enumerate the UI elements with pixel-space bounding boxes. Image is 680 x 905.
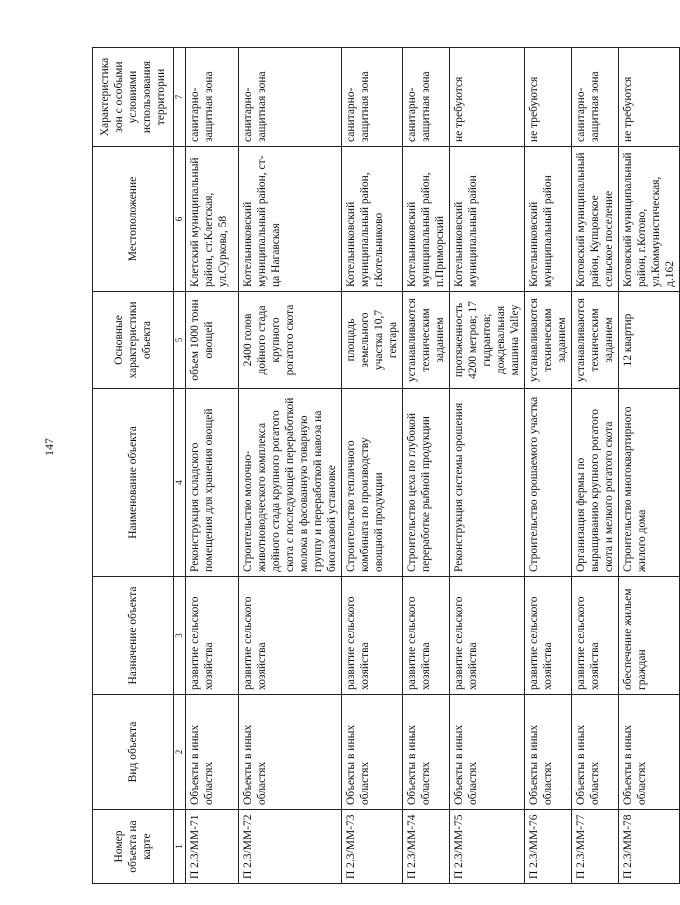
header-cell-number: Номер объекта на карте bbox=[93, 810, 174, 884]
cell-zones: не требуются bbox=[450, 48, 525, 147]
header-cell-characteristics: Основные характеристики объекта bbox=[93, 292, 174, 389]
cell-characteristics: устанавливаются техническим заданием bbox=[403, 292, 450, 389]
cell-name: Строительство молочно-животноводческого комплекса дойного стада крупного рогатого скота с последующей переработкой молока в фасованную товарную группу и переработкой навоза на биогазовой установке bbox=[239, 389, 342, 577]
cell-number: П 2.3/ММ-75 bbox=[450, 810, 525, 884]
cell-number: П 2.3/ММ-77 bbox=[572, 810, 619, 884]
cell-kind: Объекты в иных областях bbox=[619, 695, 680, 810]
cell-name: Строительство тепличного комбината по производству овощной продукции bbox=[342, 389, 403, 577]
table-row bbox=[239, 48, 342, 884]
cell-characteristics: устанавливаются техническим заданием bbox=[572, 292, 619, 389]
cell-name: Реконструкция системы орошения bbox=[450, 389, 525, 577]
column-number: 3 bbox=[174, 577, 186, 695]
cell-kind: Объекты в иных областях bbox=[572, 695, 619, 810]
cell-number: П 2.3/ММ-76 bbox=[525, 810, 572, 884]
cell-kind: Объекты в иных областях bbox=[186, 695, 239, 810]
cell-name: Организация фермы по выращиванию крупного рогатого скота и мелкого рогатого скота bbox=[572, 389, 619, 577]
cell-characteristics: 12 квартир bbox=[619, 292, 680, 389]
cell-kind: Объекты в иных областях bbox=[403, 695, 450, 810]
header-cell-kind: Вид объекта bbox=[93, 695, 174, 810]
cell-location: Клетский муниципальный район, ст.Клетская, ул.Суркова, 58 bbox=[186, 147, 239, 292]
cell-zones: санитарно-защитная зона bbox=[342, 48, 403, 147]
column-number: 2 bbox=[174, 695, 186, 810]
cell-location: Котельниковский муниципальный район, г.Котельниково bbox=[342, 147, 403, 292]
cell-number: П 2.3/ММ-78 bbox=[619, 810, 680, 884]
cell-zones: санитарно-защитная зона bbox=[186, 48, 239, 147]
objects-table bbox=[92, 47, 680, 884]
cell-number: П 2.3/ММ-73 bbox=[342, 810, 403, 884]
table-sheet bbox=[92, 48, 677, 884]
column-number: 4 bbox=[174, 389, 186, 577]
cell-purpose: развитие сельского хозяйства bbox=[525, 577, 572, 695]
header-cell-zones: Характеристика зон с особыми условиями использования территории bbox=[93, 48, 174, 147]
column-number: 6 bbox=[174, 147, 186, 292]
header-cell-location: Местоположение bbox=[93, 147, 174, 292]
cell-zones: не требуются bbox=[525, 48, 572, 147]
header-cell-name: Наименование объекта bbox=[93, 389, 174, 577]
cell-name: Реконструкция складского помещения для хранения овощей bbox=[186, 389, 239, 577]
column-number-row bbox=[174, 48, 186, 884]
cell-purpose: развитие сельского хозяйства bbox=[572, 577, 619, 695]
page-number: 147 bbox=[42, 438, 56, 456]
cell-purpose: развитие сельского хозяйства bbox=[186, 577, 239, 695]
cell-location: Котельниковский муниципальный район, п.Приморский bbox=[403, 147, 450, 292]
cell-location: Котовский муниципальный район, г.Котово, ул.Коммунистическая, д.162 bbox=[619, 147, 680, 292]
cell-zones: санитарно-защитная зона bbox=[403, 48, 450, 147]
cell-number: П 2.3/ММ-71 bbox=[186, 810, 239, 884]
cell-purpose: развитие сельского хозяйства bbox=[342, 577, 403, 695]
cell-location: Котельниковский муниципальный район bbox=[450, 147, 525, 292]
cell-kind: Объекты в иных областях bbox=[342, 695, 403, 810]
cell-location: Котельниковский муниципальный район, ст-ца Нагавская bbox=[239, 147, 342, 292]
cell-characteristics: объем 1000 тонн овощей bbox=[186, 292, 239, 389]
cell-name: Строительство многоквартирного жилого дома bbox=[619, 389, 680, 577]
table-row bbox=[450, 48, 525, 884]
table-row bbox=[342, 48, 403, 884]
column-number: 5 bbox=[174, 292, 186, 389]
cell-name: Строительство цеха по глубокой переработке рыбной продукции bbox=[403, 389, 450, 577]
cell-number: П 2.3/ММ-72 bbox=[239, 810, 342, 884]
cell-characteristics: площадь земельного участка 10,7 гектара bbox=[342, 292, 403, 389]
table-row bbox=[403, 48, 450, 884]
cell-number: П 2.3/ММ-74 bbox=[403, 810, 450, 884]
cell-name: Строительство орошаемого участка bbox=[525, 389, 572, 577]
cell-purpose: развитие сельского хозяйства bbox=[239, 577, 342, 695]
table-row bbox=[525, 48, 572, 884]
cell-kind: Объекты в иных областях bbox=[450, 695, 525, 810]
cell-purpose: развитие сельского хозяйства bbox=[403, 577, 450, 695]
table-row bbox=[186, 48, 239, 884]
cell-zones: не требуются bbox=[619, 48, 680, 147]
cell-characteristics: устанавливаются техническим заданием bbox=[525, 292, 572, 389]
cell-kind: Объекты в иных областях bbox=[525, 695, 572, 810]
cell-zones: санитарно-защитная зона bbox=[239, 48, 342, 147]
column-number: 1 bbox=[174, 810, 186, 884]
cell-purpose: развитие сельского хозяйства bbox=[450, 577, 525, 695]
column-number: 7 bbox=[174, 48, 186, 147]
rotated-table-container bbox=[92, 48, 677, 884]
cell-location: Котельниковский муниципальный район bbox=[525, 147, 572, 292]
table-row bbox=[619, 48, 680, 884]
header-row bbox=[93, 48, 174, 884]
cell-characteristics: протяженность 4200 метров; 17 гидрантов; дождевальная машина Valley bbox=[450, 292, 525, 389]
cell-purpose: обеспечение жильем граждан bbox=[619, 577, 680, 695]
cell-characteristics: 2400 голов дойного стада крупного рогатого скота bbox=[239, 292, 342, 389]
table-row bbox=[572, 48, 619, 884]
cell-location: Котовский муниципальный район, Купцовское сельское поселение bbox=[572, 147, 619, 292]
cell-kind: Объекты в иных областях bbox=[239, 695, 342, 810]
header-cell-purpose: Назначение объекта bbox=[93, 577, 174, 695]
cell-zones: санитарно-защитная зона bbox=[572, 48, 619, 147]
